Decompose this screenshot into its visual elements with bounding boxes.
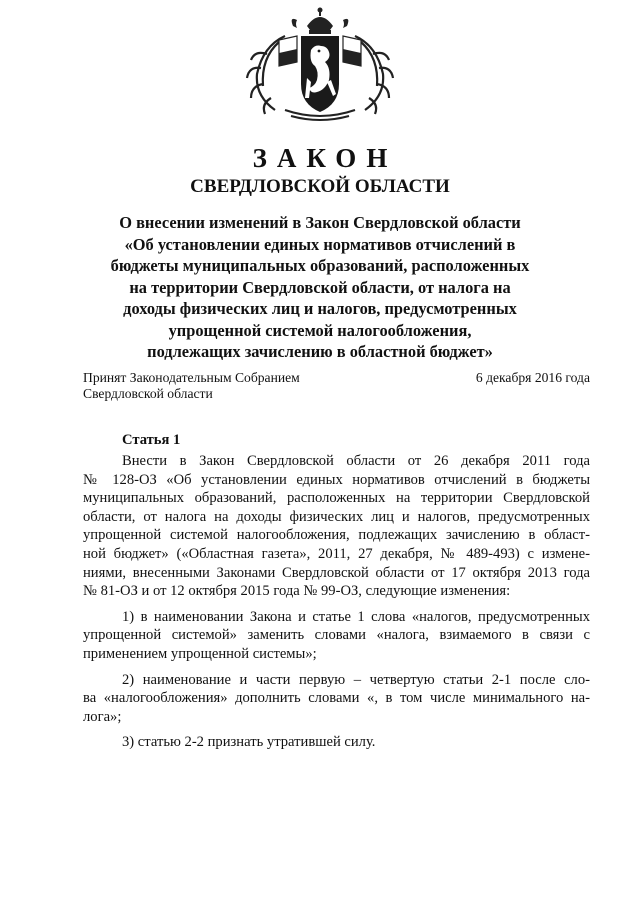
adoption-line: Свердловской области [83,386,213,401]
text-line: 2) наименование и части первую – четвертую статьи 2-1 после сло- [122,671,590,688]
text-line: ниями, внесенными Законами Свердловской области от 17 октября 2013 года [83,564,590,581]
law-subject [90,212,550,363]
adoption-date: 6 декабря 2016 года [475,370,590,385]
subject-line: бюджеты муниципальных образований, расположенных [110,256,530,275]
subject-line: «Об установлении единых нормативов отчислений в [124,234,516,254]
law-title: ЗАКОН [252,143,398,173]
subject-line: подлежащих зачислению в областной бюджет» [147,342,493,361]
coat-of-arms-emblem [245,6,395,124]
paragraph-1 [83,452,590,601]
article-body [83,452,590,752]
text-line: области, от налога на доходы физических лиц и налогов, предусмотренных [83,508,590,525]
article-heading: Статья 1 [122,432,181,448]
text-line: 3) статью 2-2 признать утратившей силу. [122,734,376,751]
item-2 [83,671,590,727]
text-line: применением упрощенной системы»; [83,645,317,662]
subject-line: О внесении изменений в Закон Свердловской области [119,213,521,232]
text-line: ной бюджет» («Областная газета», 2011, 27 декабря, № 489-493) с измене- [83,545,590,562]
subject-line: упрощенной системой налогообложения, [168,320,472,340]
text-line: упрощенной системой» заменить словами «налога, взимаемого в связи с [83,627,590,644]
text-line: 1) в наименовании Закона и статье 1 слова «налогов, предусмотренных [122,608,590,625]
text-line: ва «налогообложения» дополнить словами «, в том числе минимального на- [83,690,590,707]
text-line: № 128-ОЗ «Об установлении единых нормативов отчислений в бюджеты [83,471,590,488]
text-line: Внести в Закон Свердловской области от 26 декабря 2011 года [122,453,590,469]
subject-line: на территории Свердловской области, от налога на [129,277,511,297]
text-line: лога»; [83,708,122,725]
text-line: упрощенной системой налогообложения, подлежащих зачислению в област- [83,527,590,544]
law-region: СВЕРДЛОВСКОЙ ОБЛАСТИ [190,176,450,197]
adoption-info [83,370,300,402]
adoption-line: Принят Законодательным Собранием [83,370,300,385]
item-3 [83,733,590,752]
subject-line: доходы физических лиц и налогов, предусмотренных [123,299,517,318]
text-line: муниципальных образований, расположенных на территории Свердловской [83,490,590,507]
item-1 [83,608,590,664]
text-line: № 81-ОЗ и от 12 октября 2015 года № 99-ОЗ, следующие изменения: [83,583,511,600]
